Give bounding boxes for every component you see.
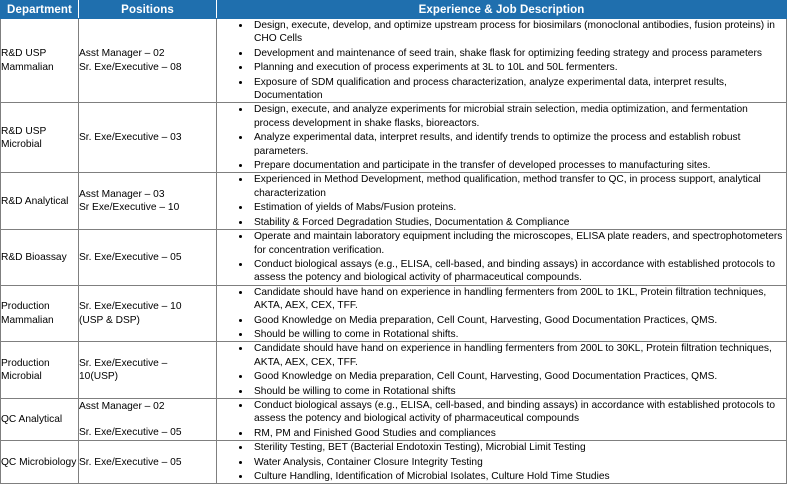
positions-spacer (79, 414, 216, 426)
description-cell (217, 285, 787, 342)
positions-cell (79, 103, 217, 173)
table-row (1, 173, 787, 230)
department-cell: R&D Bioassay (1, 230, 79, 286)
description-bullet-item: Should be willing to come in Rotational shifts (239, 385, 786, 398)
description-cell (217, 441, 787, 484)
description-cell (217, 230, 787, 286)
description-bullet-list (217, 173, 786, 229)
description-bullet-item: Planning and execution of process experiments at 3L to 10L and 50L fermenters. (239, 61, 786, 74)
description-bullet-item: Culture Handling, Identification of Microbial Isolates, Culture Hold Time Studies (239, 470, 786, 483)
description-bullet-item: Operate and maintain laboratory equipment including the microscopes, ELISA plate readers, and spectrophotometers for concentration verification. (239, 230, 786, 257)
description-bullet-item: Conduct biological assays (e.g., ELISA, cell-based, and binding assays) in accordance with established protocols to assess the potency and biological activity of pharmaceutical compounds (239, 399, 786, 426)
table-header (1, 1, 787, 19)
description-bullet-item: Prepare documentation and participate in the transfer of developed processes to manufacturing sites. (239, 159, 786, 172)
department-cell: R&D USP Microbial (1, 103, 79, 173)
description-cell (217, 398, 787, 440)
description-bullet-item: Experienced in Method Development, method qualification, method transfer to QC, in process support, analytical characterization (239, 173, 786, 200)
table-row (1, 398, 787, 440)
position-line: (USP & DSP) (79, 314, 140, 326)
positions-cell (79, 19, 217, 103)
description-bullet-item: RM, PM and Finished Good Studies and compliances (239, 427, 786, 440)
position-line: Sr. Exe/Executive – 05 (79, 456, 182, 468)
table-body (1, 19, 787, 484)
positions-cell (79, 230, 217, 286)
description-bullet-list (217, 399, 786, 440)
description-bullet-item: Design, execute, and analyze experiments for microbial strain selection, media optimization, and fermentation process development in shake flasks, bioreactors. (239, 103, 786, 130)
table-row (1, 19, 787, 103)
position-line: Asst Manager – 02 (79, 401, 165, 413)
description-bullet-item: Candidate should have hand on experience in handling fermenters from 200L to 1KL, Protein filtration techniques, AKTA, AEX, CEX, TFF. (239, 286, 786, 313)
position-line: Sr. Exe/Executive – (79, 357, 168, 369)
description-cell (217, 342, 787, 399)
position-line: Sr. Exe/Executive – 03 (79, 132, 182, 144)
column-header-department: Department (1, 1, 79, 19)
positions-cell (79, 441, 217, 484)
description-bullet-item: Candidate should have hand on experience in handling fermenters from 200L to 30KL, Protein filtration techniques, AKTA, AEX, CEX, TFF. (239, 342, 786, 369)
description-bullet-list (217, 342, 786, 398)
position-line: 10(USP) (79, 371, 119, 383)
description-bullet-item: Exposure of SDM qualification and process characterization, analyze experimental data, interpret results, Documentation (239, 76, 786, 103)
column-header-positions: Positions (79, 1, 217, 19)
description-bullet-item: Design, execute, develop, and optimize upstream process for biosimilars (monoclonal antibodies, fusion proteins) in CHO Cells (239, 19, 786, 46)
department-cell: Production Microbial (1, 342, 79, 399)
description-cell (217, 103, 787, 173)
position-line: Sr. Exe/Executive – 05 (79, 251, 182, 263)
description-bullet-item: Conduct biological assays (e.g., ELISA, cell-based, and binding assays) in accordance with established protocols to assess the potency and biological activity of pharmaceutical compounds. (239, 258, 786, 285)
column-header-description: Experience & Job Description (217, 1, 787, 19)
table-row (1, 441, 787, 484)
description-bullet-item: Sterility Testing, BET (Bacterial Endotoxin Testing), Microbial Limit Testing (239, 441, 786, 454)
table-row (1, 285, 787, 342)
description-bullet-item: Good Knowledge on Media preparation, Cell Count, Harvesting, Good Documentation Practices, QMS. (239, 314, 786, 327)
position-line: Asst Manager – 03 (79, 188, 165, 200)
department-cell: QC Microbiology (1, 441, 79, 484)
description-bullet-item: Stability & Forced Degradation Studies, Documentation & Compliance (239, 216, 786, 229)
positions-cell (79, 398, 217, 440)
description-bullet-item: Water Analysis, Container Closure Integrity Testing (239, 456, 786, 469)
description-bullet-item: Good Knowledge on Media preparation, Cell Count, Harvesting, Good Documentation Practices, QMS. (239, 370, 786, 383)
description-bullet-list (217, 19, 786, 102)
description-bullet-list (217, 103, 786, 172)
description-bullet-item: Analyze experimental data, interpret results, and identify trends to optimize the process and establish robust parameters. (239, 131, 786, 158)
position-line: Sr. Exe/Executive – 10 (79, 301, 182, 313)
position-line: Sr Exe/Executive – 10 (79, 202, 180, 214)
description-bullet-item: Should be willing to come in Rotational shifts. (239, 328, 786, 341)
department-cell: R&D Analytical (1, 173, 79, 230)
description-bullet-item: Development and maintenance of seed train, shake flask for optimizing feeding strategy and process parameters (239, 47, 786, 60)
position-line: Asst Manager – 02 (79, 48, 165, 60)
description-cell (217, 19, 787, 103)
department-cell: R&D USP Mammalian (1, 19, 79, 103)
description-bullet-item: Estimation of yields of Mabs/Fusion proteins. (239, 201, 786, 214)
positions-cell (79, 173, 217, 230)
position-line: Sr. Exe/Executive – 08 (79, 61, 182, 73)
description-cell (217, 173, 787, 230)
description-bullet-list (217, 230, 786, 285)
description-bullet-list (217, 441, 786, 483)
header-row (1, 1, 787, 19)
description-bullet-list (217, 286, 786, 342)
table-row (1, 230, 787, 286)
table-row (1, 103, 787, 173)
position-line: Sr. Exe/Executive – 05 (79, 426, 182, 438)
positions-cell (79, 342, 217, 399)
table-row (1, 342, 787, 399)
department-cell: QC Analytical (1, 398, 79, 440)
positions-cell (79, 285, 217, 342)
department-cell: Production Mammalian (1, 285, 79, 342)
